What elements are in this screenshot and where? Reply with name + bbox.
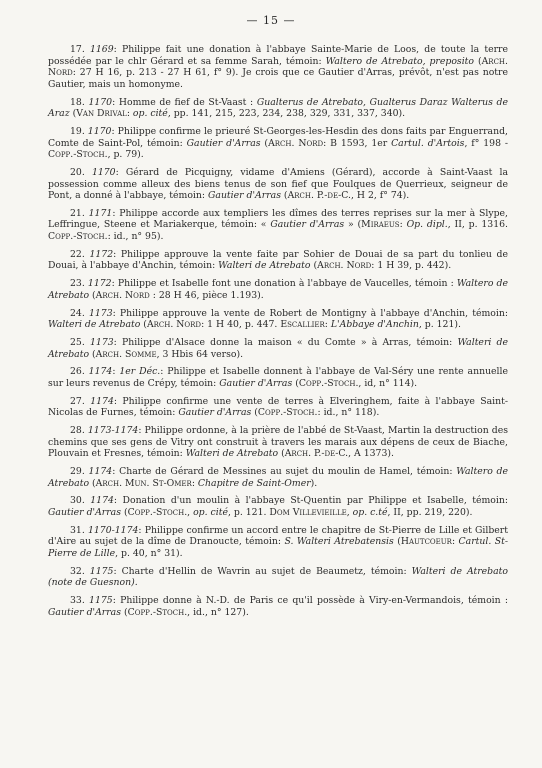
entry-text: ( [121,606,128,618]
entry-list [48,44,508,618]
entry-date: 1174 [90,395,114,407]
entry-number: 24. [70,307,89,319]
entry-25 [48,337,508,360]
entry-text: : 28 H 46, pièce 1.193). [149,289,264,301]
entry-number: 18. [70,96,89,108]
entry-number: 32. [70,565,90,577]
entry-number: 22. [70,248,90,260]
entry-19 [48,126,508,161]
entry-text: , pp. 141, 215, 223, 234, 238, 329, 331, 337, 340). [167,108,406,120]
entry-number: 33. [70,595,90,607]
entry-text: ( [292,377,299,389]
entry-date: 1174 [88,366,113,378]
entry-text: , A 1373). [348,448,394,460]
entry-text: : Gérard de Picquigny, vidame d'Amiens (Gérard), accorde à Saint-Vaast la possession comme alleux des biens tenus de son fief que Foulques de Querrieux, seigneur de Pont, a donné à l'abbaye, témoin: [48,166,508,202]
entry-date: 1172 [89,248,114,260]
entry-text: : Philippe approuve la vente de Robert de Montigny à l'abbaye d'Anchin, témoin: [112,307,508,319]
entry-text: , p. 121). [418,319,461,331]
archive-reference: Miraeus [361,219,400,231]
archive-reference: Copp.-Stoch. [48,149,108,161]
entry-text: : Philippe et Isabelle font une donation à l'abbaye de Vaucelles, témoin : [111,278,457,290]
archive-reference: Arch. Nord [317,260,372,272]
entry-number: 30. [70,495,91,507]
italic-text: Cartul. St-Pierre de Lille [48,536,508,559]
entry-text: ( [89,477,96,489]
entry-27 [48,396,508,419]
entry-text: , [346,507,353,519]
entry-text: : Homme de fief de St-Vaast : [112,96,257,108]
entry-number: 19. [70,125,88,137]
italic-text: Waltero de Atrebato [48,278,508,301]
entry-number: 23. [70,278,88,290]
archive-reference: Dom Villevieille [269,507,347,519]
archive-reference: Arch. Nord [146,319,202,331]
entry-text: , id, n° 114). [358,377,418,389]
archive-reference: Arch. P.-de-C. [284,448,349,460]
italic-text: S. Walteri Atrebatensis [284,536,394,548]
entry-text: ( [251,407,258,419]
archive-reference: Copp.-Stoch. [298,377,359,389]
entry-date: 1173 [89,336,114,348]
entry-text: : Philippe accorde aux templiers les dîmes des terres reprises sur la mer à Slype, Leffringue, Steene et Mariakerque, témoin: « [48,207,508,231]
entry-text: : Philippe confirme une vente de terres à Elveringhem, faite à l'abbaye Saint-Nicolas de Furnes, témoin: [48,395,508,419]
italic-text: Walteri de Atrebato (note de Guesnon) [48,565,509,589]
entry-text: : [399,219,407,231]
entry-text: : Philippe donne à N.-D. de Paris ce qu'il possède à Viry-en-Vermandois, témoin : [112,595,508,607]
italic-text: Gautier d'Arras [48,507,121,519]
entry-number: 29. [70,466,89,478]
entry-text: , p. 40, n° 31). [115,548,183,559]
entry-date: 1170 [88,96,113,108]
italic-text: Waltero de Atrebato [48,466,508,489]
italic-text: op. cité [132,108,168,120]
entry-text: , II, pp. 219, 220). [387,507,473,519]
entry-date: 1175 [89,565,114,577]
entry-text: : Philippe approuve la vente faite par Sohier de Douai de sa part du tonlieu de Douai, à l'abbaye d'Anchin, témoin: [48,248,508,272]
italic-text: 1er Déc. [119,366,161,378]
entry-text: , 3 Hbis 64 verso). [156,348,244,360]
archive-reference: Arch. Nord [95,289,150,301]
entry-text: ( [140,319,147,331]
entry-text: , f° 198 - [464,137,508,149]
entry-date: 1173-1174 [87,425,139,437]
entry-20 [48,167,508,202]
entry-text: , p. 121. [227,507,270,519]
entry-18 [48,97,508,120]
entry-text: , [187,507,194,519]
entry-text: : Philippe et Isabelle donnent à l'abbaye de Val-Séry une rente annuelle sur leurs revenus de Crépy, témoin: [48,366,509,389]
entry-text: ( [89,289,96,301]
italic-text: Gualterus de Atrebato, Gualterus Daraz Walterus de Araz [48,96,508,120]
archive-reference: Copp.-Stoch. [257,407,318,419]
entry-text: , id., n° 127). [187,606,249,618]
italic-text: Op. dipl. [406,219,448,231]
page-number: — 15 — [246,14,296,27]
entry-22 [48,249,508,272]
entry-text: : Philippe confirme le prieuré St-Georges-les-Hesdin des dons faits par Enguerrand, Comte de Saint-Pol, témoin: [48,125,508,149]
entry-text: : id., n° 95). [107,231,164,243]
italic-text: Gautier d'Arras [207,190,281,202]
italic-text: Walteri de Atrebato [48,336,508,360]
entry-30 [48,495,508,518]
italic-text: L'Abbaye d'Anchin [330,319,419,331]
entry-text: : Charte d'Hellin de Wavrin au sujet de Beaumetz, témoin: [113,565,412,577]
entry-text: : id., n° 118). [317,407,380,419]
entry-text: ( [280,190,288,202]
entry-23 [48,278,508,301]
entry-number: 28. [70,425,88,437]
archive-reference: Arch. Nord [48,55,508,79]
italic-text: Walteri de Atrebato [218,260,311,272]
entry-text: : Philippe fait une donation à l'abbaye Sainte-Marie de Loos, de toute la terre possédée par le chlr Gérard et sa femme Sarah, témoin: [48,44,508,67]
archive-reference: Arch. Nord [268,137,324,149]
entry-date: 1174 [90,495,114,507]
italic-text: Gautier d'Arras [270,219,345,231]
entry-text: : [324,319,331,331]
italic-text: op. cité [193,507,228,519]
italic-text: Gautier d'Arras [48,606,121,618]
entry-text: ( [278,448,285,460]
entry-33 [48,595,508,618]
entry-date: 1170 [87,125,112,137]
entry-text: : 27 H 16, p. 213 - 27 H 61, f° 9). Je crois que ce Gautier d'Arras, prévôt, n'est pas notre Gautier, mais un homonyme. [48,67,508,90]
entry-text: ( [310,260,318,272]
entry-text: : Philippe confirme un accord entre le chapitre de St-Pierre de Lille et Gilbert d'Aire au sujet de la dîme de Dranoucte, témoin: [48,524,508,548]
italic-text: Waltero de Atrebato, preposito [325,55,474,67]
italic-text: op. c.té [352,507,388,519]
archive-reference: Hautcoeur [400,536,452,548]
entry-text: , H 2, f° 74). [351,190,410,202]
entry-text: : [451,536,459,548]
entry-number: 25. [70,336,90,348]
entry-text: ( [89,348,96,360]
entry-text: : Donation d'un moulin à l'abbaye St-Quentin par Philippe et Isabelle, témoin: [113,495,508,507]
italic-text: Gautier d'Arras [219,377,293,389]
entry-text: ( [121,507,128,519]
entry-32 [48,566,508,589]
entry-21 [48,208,508,243]
archive-reference: Copp.-Stoch. [127,606,188,618]
entry-date: 1171 [88,207,113,219]
entry-text: : Philippe d'Alsace donne la maison « du Comte » à Arras, témoin: [113,336,458,348]
entry-date: 1175 [89,595,113,607]
entry-date: 1172 [87,278,112,290]
entry-text: . [134,577,138,589]
archive-reference: Escallier [280,319,325,331]
entry-date: 1169 [89,44,114,55]
entry-text: » ( [344,219,362,231]
entry-text: ). [310,477,318,489]
archive-reference: Arch. P.-de-C. [287,190,351,202]
archive-reference: Van Drival [76,108,127,120]
archive-reference: Arch. Somme [95,348,157,360]
entry-date: 1174 [88,466,113,478]
italic-text: Chapitre de Saint-Omer [197,477,311,489]
italic-text: Walteri de Atrebato [48,319,141,331]
entry-date: 1170-1174 [87,524,139,536]
entry-29 [48,466,508,489]
entry-text: ( [393,536,401,548]
italic-text: Gautier d'Arras [186,137,261,149]
archive-reference: Copp.-Stoch. [48,231,108,243]
entry-number: 27. [70,395,91,407]
entry-24 [48,308,508,331]
entry-number: 21. [70,207,89,219]
entry-text: : B 1593, 1er [323,137,392,149]
entry-date: 1173 [88,307,113,319]
archive-reference: Copp.-Stoch. [127,507,188,519]
entry-text: : Charte de Gérard de Messines au sujet du moulin de Hamel, témoin: [112,466,457,478]
entry-text: : Philippe ordonne, à la prière de l'abbé de St-Vaast, Martin la destruction des chemins que ses gens de Vitry ont construit à travers les marais aux dépens de ceux de Biache, Plouvain et Fresnes, témoin: [48,425,508,460]
entry-number: 26. [70,366,89,378]
entry-text: : 1 H 39, p. 442). [371,260,452,272]
entry-text: : [112,366,120,378]
entry-text: , II, p. 1316. [447,219,508,231]
italic-text: Walteri de Atrebato [185,448,279,460]
entry-number: 17. [70,44,90,55]
italic-text: Gautier d'Arras [178,407,252,419]
entry-number: 20. [70,166,92,178]
entry-28 [48,425,508,460]
entry-text: , p. 79). [107,149,144,161]
archive-reference: Arch. Mun. St-Omer [95,477,192,489]
entry-31 [48,525,508,560]
entry-17 [48,44,508,90]
entry-text: ( [69,108,77,120]
entry-text: : 1 H 40, p. 447. [201,319,281,331]
entry-text: : [126,108,133,120]
entry-date: 1170 [91,166,116,178]
entry-number: 31. [70,524,88,536]
italic-text: Cartul. d'Artois [391,137,465,149]
entry-26 [48,366,508,389]
entry-text: ( [474,55,482,67]
entry-text: ( [260,137,269,149]
entry-text: : [191,477,198,489]
